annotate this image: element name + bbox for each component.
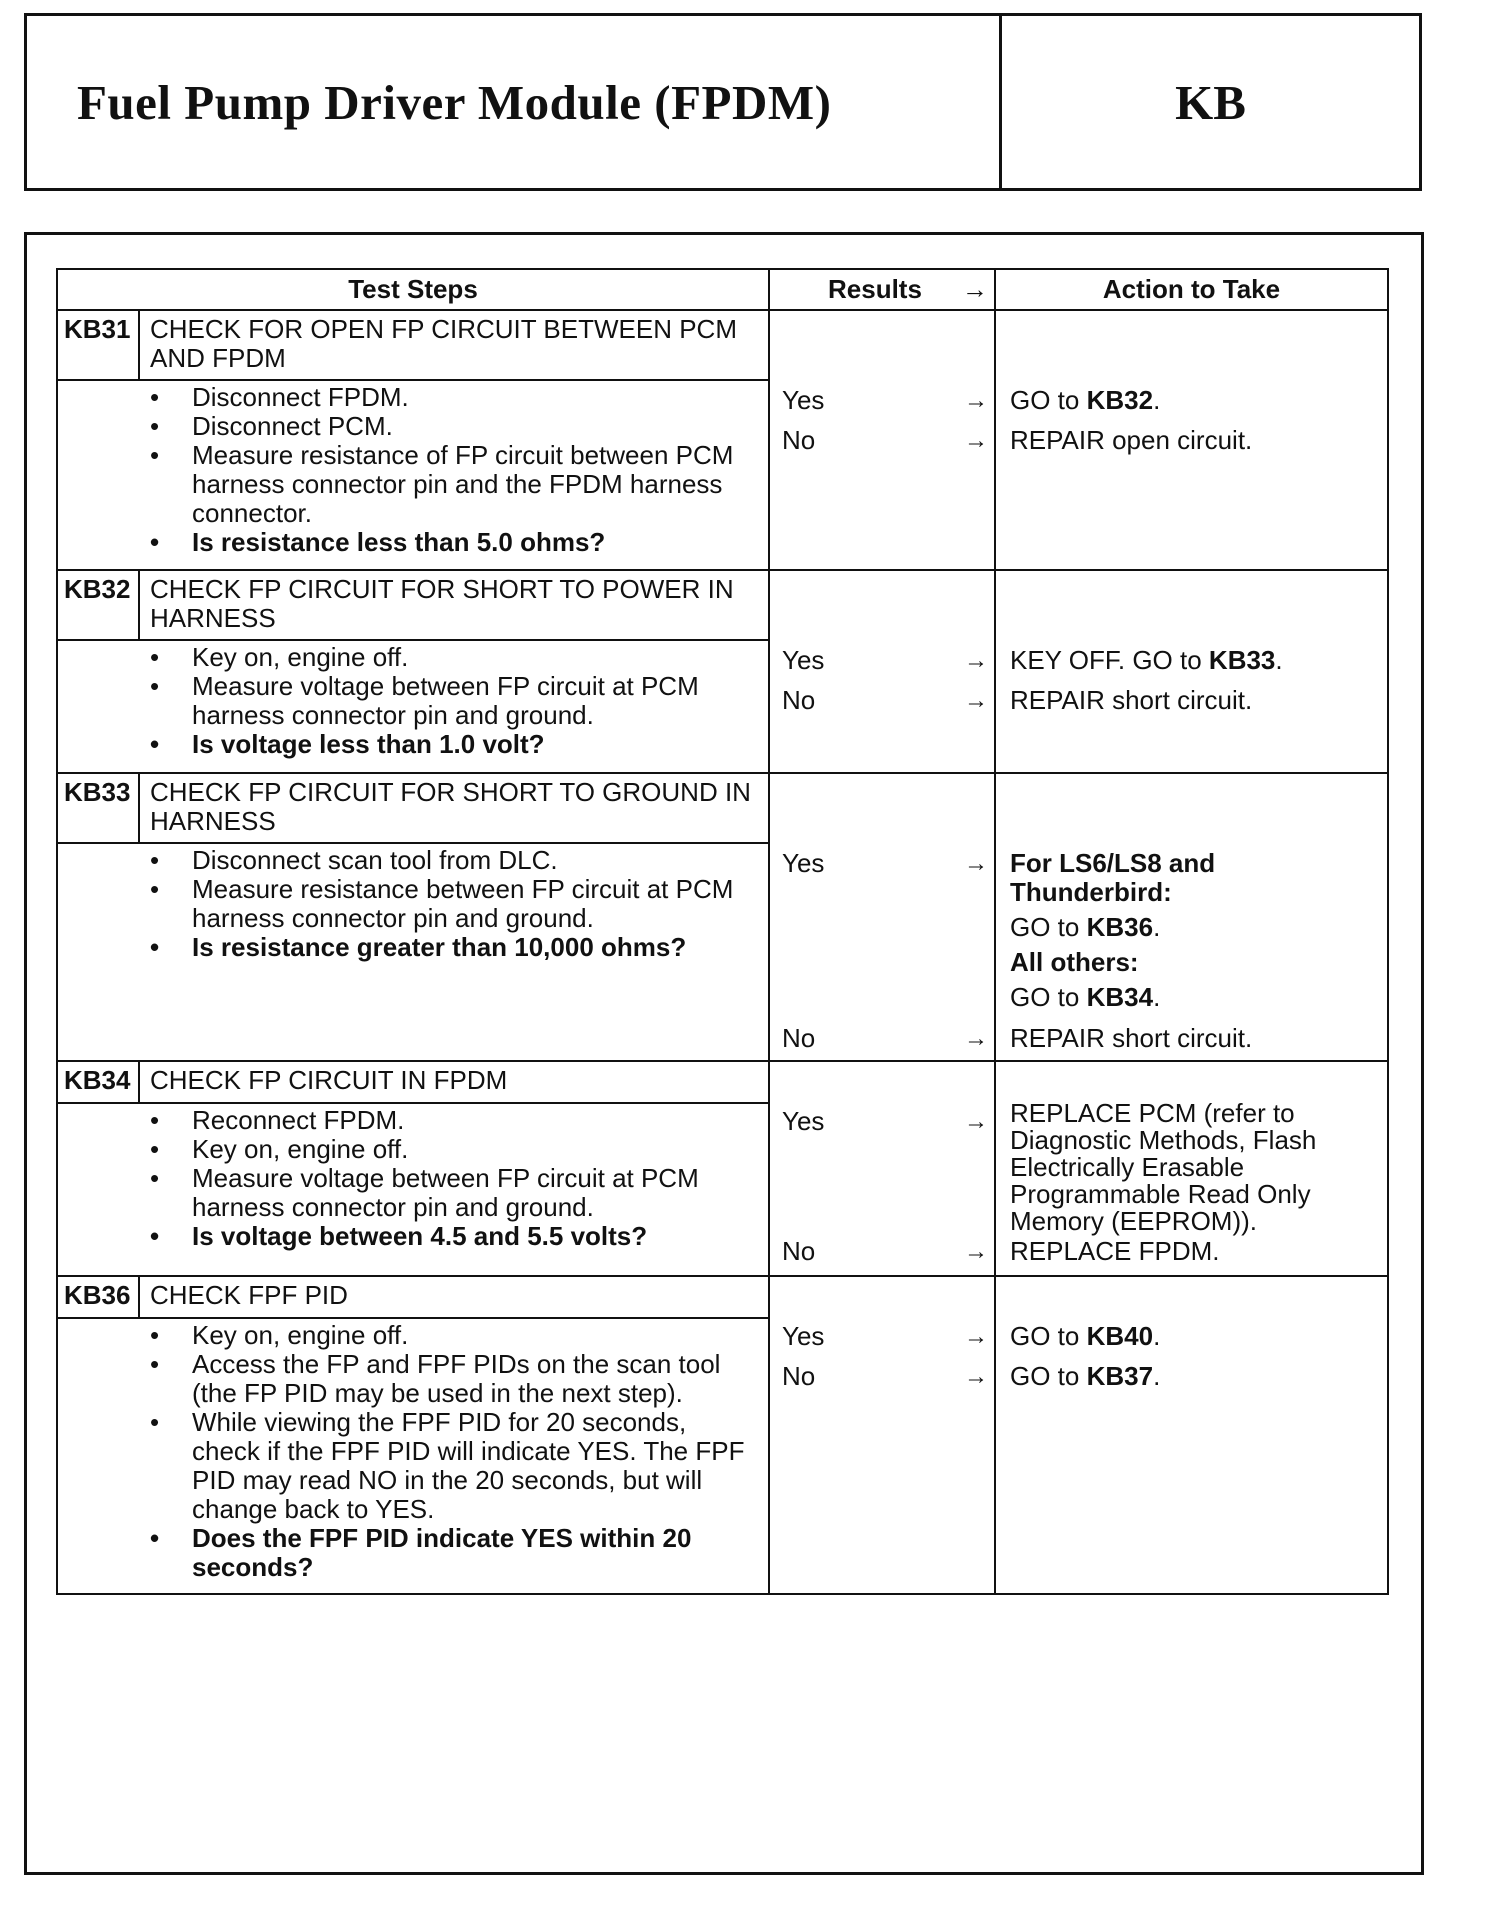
col-header-arrow: → [961,274,988,304]
action-no: REPAIR short circuit. [1010,1023,1253,1053]
bullet-item: • Measure resistance between FP circuit at PCM harness connector pin and ground. [58,875,768,933]
result-no [782,1024,988,1054]
result-no [782,1362,988,1392]
bullet-item: • Access the FP and FPF PIDs on the scan tool (the FP PID may be used in the next step). [58,1350,768,1408]
action-end: . [1153,385,1161,415]
action-text: GO to [1010,385,1087,415]
step-title-row [57,773,1388,843]
result-yes [782,1322,988,1352]
result-no-label: No [782,685,816,715]
result-yes [782,849,988,879]
arrow-icon: → [964,647,988,674]
action-cell [995,310,1388,570]
action-end: . [1275,645,1283,675]
result-yes-label: Yes [782,1321,825,1351]
action-heading: All others [1010,947,1130,977]
result-yes [782,1107,988,1137]
arrow-icon: → [964,1238,988,1265]
action-text: GO to [1010,982,1087,1012]
bullet-item: • Key on, engine off. [58,1321,768,1350]
step-bullets [57,380,769,570]
action-go: GO to KB36. [1010,912,1161,942]
action-yes [1010,646,1379,675]
step-bullets [57,843,769,1061]
step-code: KB31 [57,310,139,380]
bullet-item: • While viewing the FPF PID for 20 seconds, check if the FPF PID will indicate YES. The FPF PID may read NO in the 20 seconds, but will change back to YES. [58,1408,768,1524]
step-ref: KB33 [1208,645,1276,675]
step-title-row [57,310,1388,380]
action-cell [995,1061,1388,1276]
result-no-label: No [782,425,816,455]
action-cell [995,773,1388,1061]
arrow-icon: → [964,427,988,454]
bullet-question: • Is voltage less than 1.0 volt? [58,730,768,759]
bullet-item: • Reconnect FPDM. [58,1106,768,1135]
bullet-item: • Measure resistance of FP circuit between PCM harness connector pin and the FPDM harness connector. [58,441,768,528]
action-end: . [1153,1361,1161,1391]
result-no-label: No [782,1236,816,1266]
bullet-question: • Is voltage between 4.5 and 5.5 volts? [58,1222,768,1251]
bullet-question: • Does the FPF PID indicate YES within 20 seconds? [58,1524,768,1582]
bullet-item: • Measure voltage between FP circuit at PCM harness connector pin and ground. [58,672,768,730]
table-header-row [57,269,1388,310]
bullet-item: • Disconnect FPDM. [58,383,768,412]
result-yes [782,386,988,416]
bullet-item: • Key on, engine off. [58,643,768,672]
step-code: KB34 [57,1061,139,1103]
step-ref: KB32 [1086,385,1154,415]
result-no [782,1237,988,1267]
col-header-results-label: Results [828,274,922,304]
bullet-question: • Is resistance greater than 10,000 ohms? [58,933,768,962]
col-header-test-steps: Test Steps [57,269,769,310]
action-text: GO to [1010,912,1087,942]
results-cell [769,1061,995,1276]
action-text: KEY OFF. GO to [1010,645,1209,675]
result-yes-label: Yes [782,1106,825,1136]
action-yes: For LS6/LS8 and Thunderbird: GO to KB36. All others: GO to KB34. [1010,849,1379,1012]
step-title-row [57,1276,1388,1318]
arrow-icon: → [964,1323,988,1350]
arrow-icon: → [964,850,988,877]
arrow-icon: → [964,1025,988,1052]
bullet-item: • Disconnect PCM. [58,412,768,441]
step-title-row [57,1061,1388,1103]
bullet-item: • Disconnect scan tool from DLC. [58,846,768,875]
arrow-icon: → [964,687,988,714]
action-no [1010,1362,1379,1391]
action-yes: REPLACE PCM (refer to Diagnostic Methods, Flash Electrically Erasable Programmable Read Only Memory (EEPROM)). [1010,1098,1317,1236]
step-bullets [57,1103,769,1276]
result-no [782,686,988,716]
action-no: REPAIR open circuit. [1010,425,1253,455]
bullet-question: • Is resistance less than 5.0 ohms? [58,528,768,557]
page-header [24,13,1422,191]
action-end: . [1153,1321,1161,1351]
col-header-results [769,269,995,310]
result-yes-label: Yes [782,645,825,675]
step-code: KB32 [57,570,139,640]
diagnostic-table [56,268,1389,1595]
step-title: CHECK FOR OPEN FP CIRCUIT BETWEEN PCM AND FPDM [139,310,769,380]
step-title: CHECK FP CIRCUIT IN FPDM [139,1061,769,1103]
step-bullets [57,640,769,773]
result-no-label: No [782,1023,816,1053]
result-yes [782,646,988,676]
result-no [782,426,988,456]
result-yes-label: Yes [782,385,825,415]
step-title: CHECK FP CIRCUIT FOR SHORT TO POWER IN HARNESS [139,570,769,640]
action-yes [1010,386,1379,415]
result-no-label: No [782,1361,816,1391]
action-go: GO to KB34. [1010,982,1161,1012]
step-title: CHECK FP CIRCUIT FOR SHORT TO GROUND IN HARNESS [139,773,769,843]
bullet-item: • Key on, engine off. [58,1135,768,1164]
page-title: Fuel Pump Driver Module (FPDM) [27,16,1002,188]
action-text: GO to [1010,1321,1087,1351]
action-heading-line: All others: [1010,947,1139,977]
step-code: KB36 [57,1276,139,1318]
action-heading: For LS6/LS8 and Thunderbird [1010,848,1216,907]
step-title-row [57,570,1388,640]
step-ref: KB40 [1086,1321,1154,1351]
action-text: GO to [1010,1361,1087,1391]
step-ref: KB36 [1086,912,1154,942]
step-bullets [57,1318,769,1594]
results-cell [769,1276,995,1594]
section-code: KB [1175,74,1246,130]
results-cell [769,310,995,570]
arrow-icon: → [964,1108,988,1135]
action-yes [1010,1322,1379,1351]
arrow-icon: → [964,387,988,414]
action-cell [995,1276,1388,1594]
results-cell [769,773,995,1061]
action-cell [995,570,1388,773]
bullet-item: • Measure voltage between FP circuit at PCM harness connector pin and ground. [58,1164,768,1222]
action-no: REPLACE FPDM. [1010,1236,1220,1266]
results-cell [769,570,995,773]
col-header-action: Action to Take [995,269,1388,310]
step-code: KB33 [57,773,139,843]
arrow-icon: → [964,1363,988,1390]
step-title: CHECK FPF PID [139,1276,769,1318]
step-ref: KB37 [1086,1361,1154,1391]
step-ref: KB34 [1086,982,1154,1012]
result-yes-label: Yes [782,848,825,878]
action-no: REPAIR short circuit. [1010,685,1253,715]
